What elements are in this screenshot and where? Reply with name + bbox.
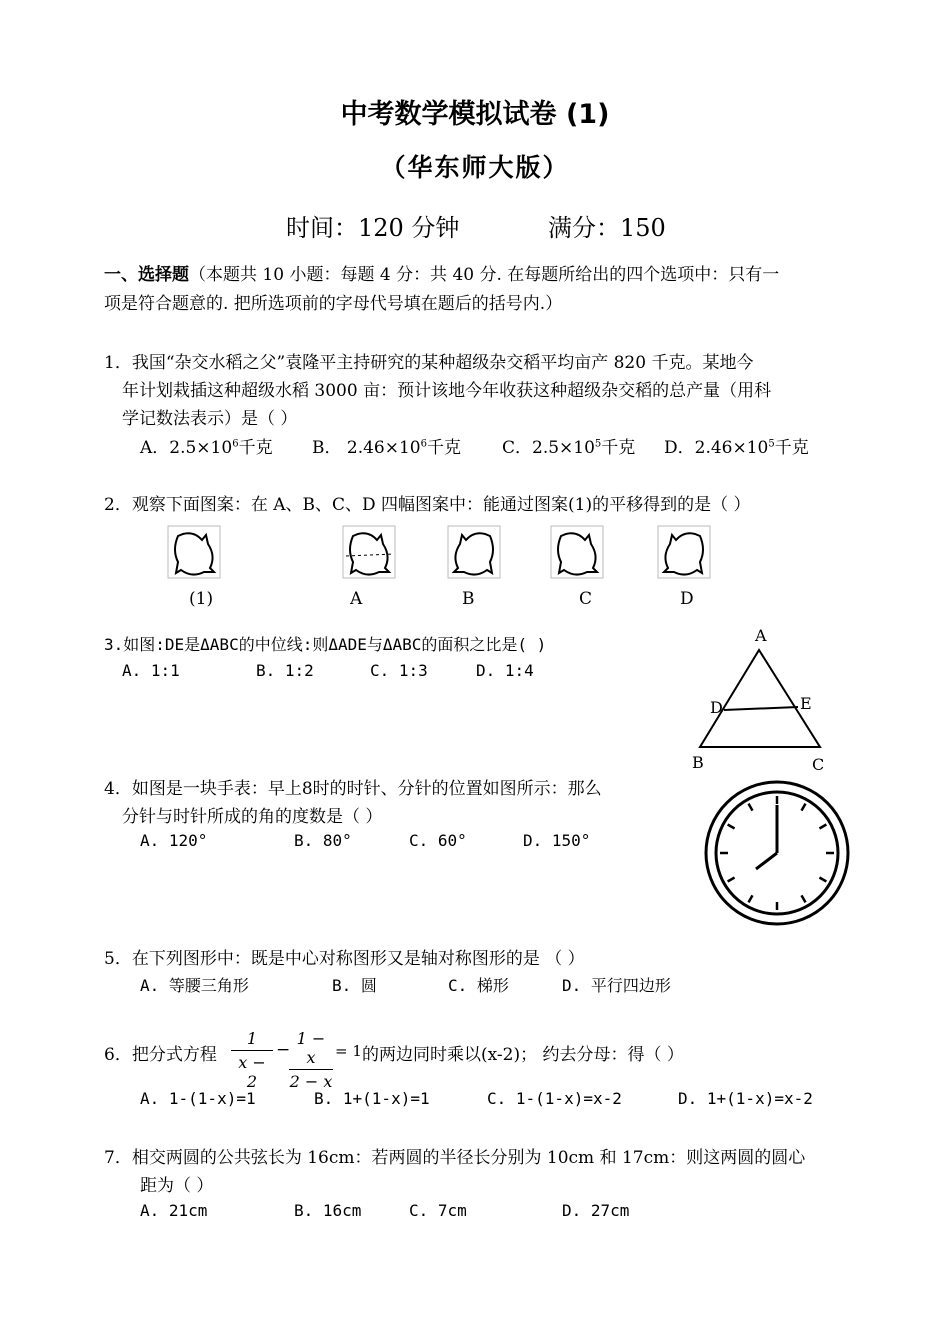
vertex-b-label: B (692, 753, 704, 772)
clock-tick (802, 804, 806, 811)
leaf-figure-original (168, 526, 220, 578)
leaf-figure-b[interactable] (448, 526, 500, 578)
q6-minus: − (276, 1040, 291, 1060)
q2-label-c: C (579, 589, 593, 609)
q1-option-b[interactable]: B． $2.46\times 10^6$千克 (312, 438, 461, 458)
q5-option-a[interactable]: A. 等腰三角形 (140, 976, 249, 995)
q3-option-c[interactable]: C. 1:3 (370, 661, 428, 680)
vertex-a-label: A (755, 626, 767, 645)
clock-figure (700, 778, 860, 928)
q7-option-b[interactable]: B. 16cm (294, 1201, 362, 1220)
clock-tick (749, 895, 753, 902)
section1-instructions-1: （本题共 10 小题：每题 4 分：共 40 分. 在每题所给出的四个选项中：只有一 (189, 265, 780, 285)
q3-option-b[interactable]: B. 1:2 (256, 661, 314, 680)
q2-label-original: (1) (189, 589, 214, 609)
exam-time: 时间：120 分钟 (286, 214, 460, 242)
q4-option-a[interactable]: A. 120° (140, 831, 208, 850)
exam-score: 满分：150 (548, 214, 666, 242)
q2-label-d: D (680, 589, 694, 609)
q6-option-b[interactable]: B. 1+(1-x)=1 (314, 1089, 430, 1108)
q1-option-c[interactable]: C．$2.5\times 10^5$千克 (502, 438, 636, 458)
q1-line2: 年计划栽插这种超级水稻 3000 亩：预计该地今年收获这种超级杂交稻的总产量（用科 (122, 381, 772, 401)
q2-line1: 2．观察下面图案：在 A、B、C、D 四幅图案中：能通过图案(1)的平移得到的是（ ） (104, 495, 751, 515)
q4-option-b[interactable]: B. 80° (294, 831, 352, 850)
q1-line1: 1．我国“杂交水稻之父”袁隆平主持研究的某种超级杂交稻平均亩产 820 千克。某地今 (104, 353, 754, 373)
q3-line1: 3.如图:DE是ΔABC的中位线:则ΔADE与ΔABC的面积之比是( ) (104, 635, 547, 654)
clock-tick (802, 895, 806, 902)
q5-option-c[interactable]: C. 梯形 (448, 976, 509, 995)
section1-instructions-2: 项是符合题意的. 把所选项前的字母代号填在题后的括号内.） (104, 294, 563, 314)
q5-option-b[interactable]: B. 圆 (332, 976, 377, 995)
q3-option-a[interactable]: A. 1:1 (122, 661, 180, 680)
q4-line1: 4．如图是一块手表：早上8时的时针、分针的位置如图所示：那么 (104, 779, 602, 799)
q7-line1: 7．相交两圆的公共弦长为 16cm：若两圆的半径长分别为 10cm 和 17cm：则这两圆的圆心 (104, 1148, 806, 1168)
q7-option-c[interactable]: C. 7cm (409, 1201, 467, 1220)
vertex-e-label: E (800, 694, 812, 713)
leaf-figure-d[interactable] (658, 526, 710, 578)
q4-option-c[interactable]: C. 60° (409, 831, 467, 850)
q4-option-d[interactable]: D. 150° (523, 831, 591, 850)
leaf-figure-c[interactable] (551, 526, 603, 578)
q2-label-b: B (462, 589, 475, 609)
q6-fraction-2: 1 − x 2 − x (289, 1029, 333, 1091)
q6-option-c[interactable]: C. 1-(1-x)=x-2 (487, 1089, 622, 1108)
q1-line3: 学记数法表示）是（ ） (122, 409, 298, 429)
q7-option-d[interactable]: D. 27cm (562, 1201, 630, 1220)
q5-option-d[interactable]: D. 平行四边形 (562, 976, 671, 995)
hour-hand (756, 853, 777, 869)
q1-option-d[interactable]: D．$2.46\times 10^5$千克 (664, 438, 809, 458)
q5-line1: 5．在下列图形中：既是中心对称图形又是轴对称图形的是 （ ） (104, 949, 585, 969)
q3-option-d[interactable]: D. 1:4 (476, 661, 534, 680)
clock-tick (749, 804, 753, 811)
section1-header (104, 260, 779, 285)
q4-line2: 分针与时针所成的角的度数是（ ） (122, 807, 383, 827)
q2-leaf-figures (0, 520, 950, 590)
q6-suffix: 的两边同时乘以(x-2)； 约去分母：得（ ） (362, 1045, 684, 1065)
vertex-c-label: C (812, 755, 825, 774)
edition-subtitle: （华东师大版） (380, 153, 570, 182)
triangle-abc-figure (680, 620, 840, 780)
page-title: 中考数学模拟试卷 (1) (340, 99, 610, 130)
q7-option-a[interactable]: A. 21cm (140, 1201, 208, 1220)
q7-line2: 距为（ ） (140, 1176, 214, 1196)
q2-label-a: A (350, 589, 363, 609)
section1-label: 一、选择题 (104, 265, 189, 285)
clock-tick (728, 825, 735, 829)
vertex-d-label: D (710, 698, 723, 717)
midline-de (724, 707, 798, 710)
q6-option-d[interactable]: D. 1+(1-x)=x-2 (678, 1089, 813, 1108)
leaf-figure-a[interactable] (343, 526, 395, 578)
clock-tick (728, 878, 735, 882)
q6-prefix: 6．把分式方程 (104, 1045, 217, 1065)
q6-option-a[interactable]: A. 1-(1-x)=1 (140, 1089, 256, 1108)
q1-option-a[interactable]: A．$2.5\times 10^6$千克 (140, 438, 273, 458)
q6-equals: = 1 (335, 1042, 362, 1060)
clock-tick (819, 878, 826, 882)
q6-fraction-1: 1 x − 2 (231, 1029, 273, 1091)
clock-tick (819, 825, 826, 829)
